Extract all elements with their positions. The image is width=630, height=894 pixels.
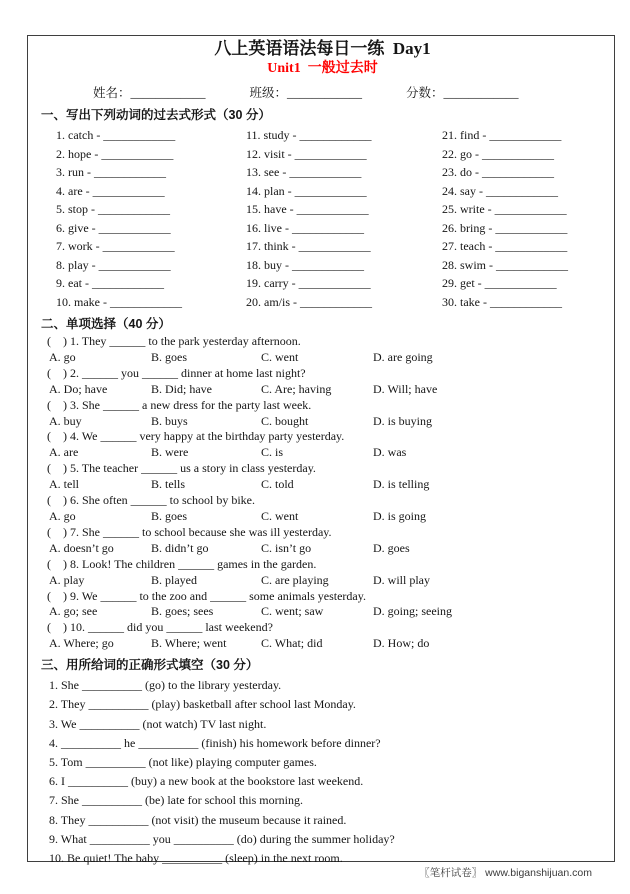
verb-item: 3. run - ____________ (56, 165, 166, 179)
mc-option: C. told (261, 477, 294, 492)
mc-option: D. How; do (373, 636, 430, 651)
mc-options-row (49, 477, 604, 493)
mc-options-row (49, 509, 604, 525)
verb-item: 13. see - ____________ (246, 165, 362, 179)
verb-item: 24. say - ____________ (442, 183, 558, 198)
mc-options-row (49, 573, 604, 589)
mc-option: D. was (373, 445, 407, 460)
verb-item: 17. think - ____________ (246, 239, 371, 253)
verb-item: 21. find - ____________ (442, 128, 562, 142)
mc-options-row (49, 445, 604, 461)
mc-question-stem: ( ) 7. She ______ to school because she was ill yesterday. (47, 524, 332, 539)
name-blank: ____________ (130, 86, 206, 100)
worksheet-border (27, 35, 615, 865)
mc-option: A. go (49, 349, 76, 364)
section2-heading: 二、单项选择（40 分） (41, 317, 171, 331)
verb-item: 5. stop - ____________ (56, 202, 170, 216)
mc-option: C. went; saw (261, 604, 324, 619)
mc-option: D. Will; have (373, 381, 438, 396)
mc-option: A. play (49, 572, 85, 587)
verb-item: 6. give - ____________ (56, 220, 171, 235)
mc-option: D. will play (373, 572, 430, 587)
mc-option: C. bought (261, 413, 309, 428)
mc-option: C. went (261, 349, 299, 364)
fill-blank-item: 8. They __________ (not visit) the museum because it rained. (49, 812, 347, 827)
mc-option: A. go (49, 508, 76, 523)
watermark-footer: 〖笔杆试卷〗 www.biganshijuan.com (419, 867, 592, 879)
mc-option: D. are going (373, 349, 433, 364)
mc-options-row (49, 604, 604, 620)
mc-question-stem: ( ) 9. We ______ to the zoo and ______ some animals yesterday. (47, 588, 366, 603)
verb-item: 8. play - ____________ (56, 257, 171, 272)
mc-option: A. tell (49, 477, 79, 492)
mc-option: B. didn’t go (151, 540, 209, 555)
mc-option: B. goes; sees (151, 604, 214, 619)
mc-option: C. What; did (261, 636, 323, 651)
mc-question-stem: ( ) 2. ______ you ______ dinner at home last night? (47, 365, 306, 380)
name-field (93, 84, 206, 102)
fill-blank-item: 1. She __________ (go) to the library yesterday. (49, 678, 282, 693)
mc-option: B. goes (151, 349, 187, 364)
fill-blank-item: 2. They __________ (play) basketball after school last Monday. (49, 697, 356, 712)
verb-item: 19. carry - ____________ (246, 276, 371, 290)
mc-option: B. Did; have (151, 381, 212, 396)
mc-option: C. are playing (261, 572, 329, 587)
fill-blank-item: 3. We __________ (not watch) TV last night. (49, 716, 267, 731)
mc-options-row (49, 350, 604, 366)
mc-option: C. is (261, 445, 284, 460)
mc-option: A. are (49, 445, 79, 460)
mc-option: B. Where; went (151, 636, 227, 651)
mc-question-stem: ( ) 1. They ______ to the park yesterday afternoon. (47, 334, 301, 348)
verb-item: 27. teach - ____________ (442, 239, 568, 253)
score-label: 分数： (406, 86, 444, 100)
verb-item: 9. eat - ____________ (56, 276, 164, 290)
verb-item: 14. plan - ____________ (246, 183, 367, 198)
mc-question-stem: ( ) 4. We ______ very happy at the birthday party yesterday. (47, 429, 345, 444)
fill-blank-item: 10. Be quiet! The baby __________ (sleep) in the next room. (49, 850, 343, 865)
mc-question-stem: ( ) 5. The teacher ______ us a story in class yesterday. (47, 461, 316, 476)
verb-item: 2. hope - ____________ (56, 146, 174, 161)
mc-option: B. were (151, 445, 189, 460)
class-label: 班级： (249, 86, 288, 100)
mc-option: C. Are; having (261, 381, 332, 396)
mc-question-stem: ( ) 8. Look! The children ______ games in the garden. (47, 556, 317, 571)
verb-item: 12. visit - ____________ (246, 146, 367, 161)
mc-option: A. Do; have (49, 381, 108, 396)
mc-question-stem: ( ) 3. She ______ a new dress for the party last week. (47, 397, 312, 412)
verb-list (56, 126, 604, 311)
student-info-row (93, 84, 604, 102)
verb-item: 11. study - ____________ (246, 128, 372, 142)
mc-options-row (49, 382, 604, 398)
mc-option: D. is buying (373, 413, 433, 428)
mc-option: C. went (261, 508, 299, 523)
unit-subtitle: Unit1 一般过去时 (267, 61, 378, 76)
mc-option: D. going; seeing (373, 604, 452, 619)
mc-option: C. isn’t go (261, 540, 312, 555)
fill-blank-list (41, 676, 604, 868)
verb-item: 4. are - ____________ (56, 183, 165, 198)
verb-item: 16. live - ____________ (246, 220, 364, 235)
mc-option: B. buys (151, 413, 188, 428)
mc-option: B. tells (151, 477, 186, 492)
score-field (406, 84, 519, 102)
verb-item: 28. swim - ____________ (442, 257, 568, 272)
verb-item: 10. make - ____________ (56, 294, 182, 309)
verb-item: 20. am/is - ____________ (246, 294, 372, 309)
mc-options-row (49, 541, 604, 557)
fill-blank-item: 7. She __________ (be) late for school this morning. (49, 793, 303, 808)
mc-question-stem: ( ) 6. She often ______ to school by bike. (47, 493, 255, 508)
section1-heading: 一、写出下列动词的过去式形式（30 分） (41, 108, 271, 122)
mc-option: D. is telling (373, 477, 430, 492)
mc-option: D. goes (373, 540, 410, 555)
verb-item: 25. write - ____________ (442, 202, 567, 216)
mc-options-row (49, 414, 604, 430)
mc-option: D. is going (373, 508, 427, 523)
verb-item: 7. work - ____________ (56, 239, 175, 253)
fill-blank-item: 4. __________ he __________ (finish) his homework before dinner? (49, 735, 381, 750)
fill-blank-item: 6. I __________ (buy) a new book at the bookstore last weekend. (49, 774, 364, 789)
verb-item: 23. do - ____________ (442, 165, 554, 179)
verb-item: 29. get - ____________ (442, 276, 557, 290)
multiple-choice-list (41, 334, 604, 652)
verb-item: 1. catch - ____________ (56, 128, 176, 142)
page-title: 八上英语语法每日一练 Day1 (214, 39, 431, 58)
verb-item: 22. go - ____________ (442, 146, 554, 161)
score-blank: ____________ (443, 86, 519, 100)
mc-option: A. doesn’t go (49, 540, 114, 555)
verb-item: 26. bring - ____________ (442, 220, 568, 235)
verb-item: 15. have - ____________ (246, 202, 369, 216)
mc-question-stem: ( ) 10. ______ did you ______ last weekend? (47, 620, 273, 635)
mc-option: A. buy (49, 413, 82, 428)
section3-heading: 三、用所给词的正确形式填空（30 分） (41, 658, 259, 673)
mc-option: B. played (151, 572, 197, 587)
name-label: 姓名： (93, 86, 131, 100)
fill-blank-item: 9. What __________ you __________ (do) during the summer holiday? (49, 831, 395, 846)
mc-option: A. Where; go (49, 636, 114, 651)
class-blank: ____________ (287, 86, 363, 100)
verb-item: 18. buy - ____________ (246, 257, 364, 272)
mc-option: B. goes (151, 508, 187, 523)
fill-blank-item: 5. Tom __________ (not like) playing computer games. (49, 754, 317, 769)
verb-item: 30. take - ____________ (442, 294, 562, 309)
class-field (250, 84, 363, 102)
mc-options-row (49, 636, 604, 652)
mc-option: A. go; see (49, 604, 98, 619)
